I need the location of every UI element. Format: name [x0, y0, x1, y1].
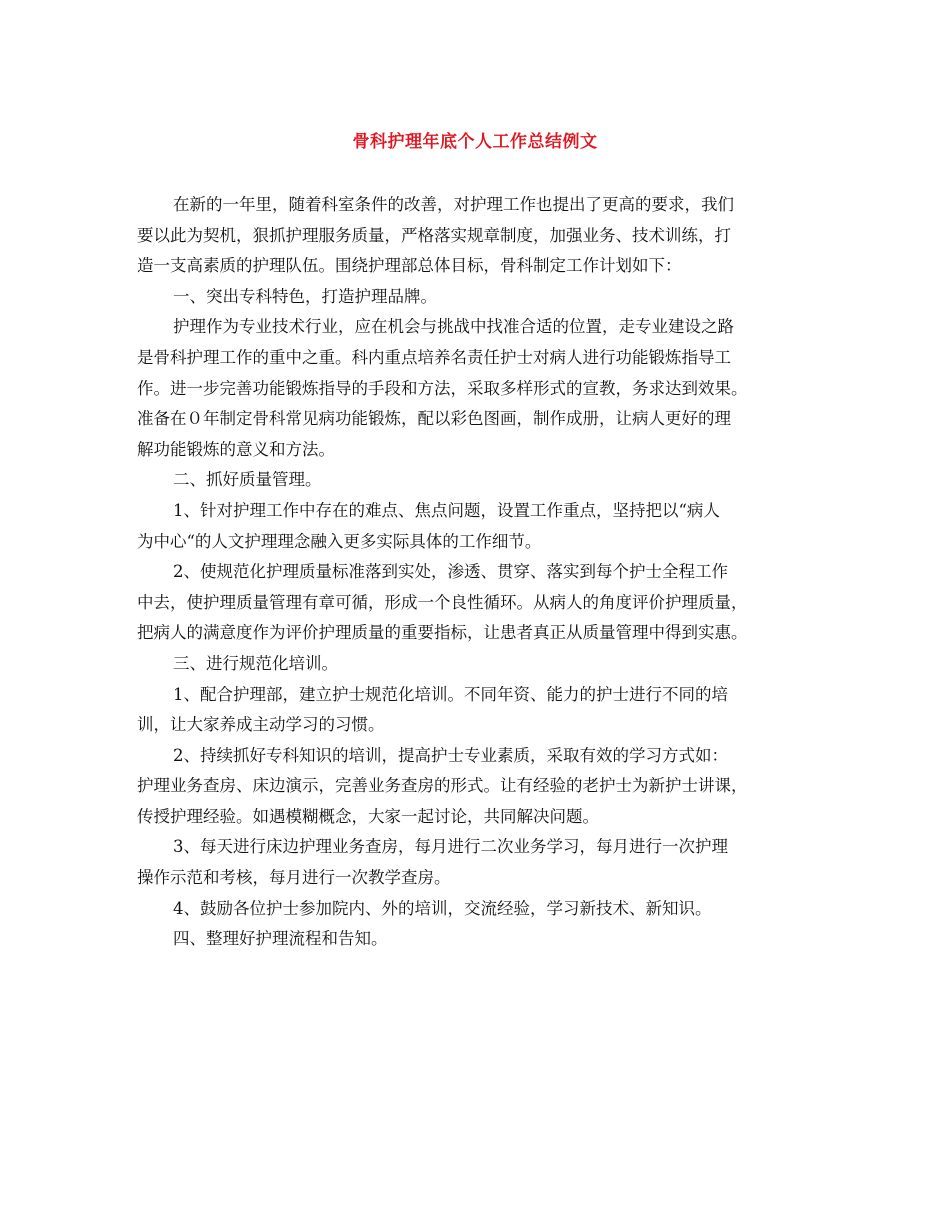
text-line: 二、抓好质量管理。 [173, 470, 322, 490]
text-line: 护理业务查房、床边演示，完善业务查房的形式。让有经验的老护士为新护士讲课， [137, 776, 748, 796]
text-line: 中去，使护理质量管理有章可循，形成一个良性循环。从病人的角度评价护理质量， [137, 592, 748, 612]
text-line: 造一支高素质的护理队伍。围绕护理部总体目标，骨科制定工作计划如下： [137, 256, 682, 276]
text-line: 为中心“的人文护理理念融入更多实际具体的工作细节。 [137, 531, 542, 551]
text-line: 2、使规范化护理质量标准落到实处，渗透、贯穿、落实到每个护士全程工作 [173, 562, 728, 582]
document-title: 骨科护理年底个人工作总结例文 [352, 132, 598, 152]
text-line: 训，让大家养成主动学习的习惯。 [137, 715, 385, 735]
text-line: 1、配合护理部，建立护士规范化培训。不同年资、能力的护士进行不同的培 [173, 684, 728, 704]
text-line: 2、持续抓好专科知识的培训，提高护士专业素质，采取有效的学习方式如： [173, 745, 728, 765]
text-line: 作。进一步完善功能锻炼指导的手段和方法，采取多样形式的宣教，务求达到效果。 [137, 378, 748, 398]
text-line: 4、鼓励各位护士参加院内、外的培训，交流经验，学习新技术、新知识。 [173, 898, 712, 918]
text-line: 解功能锻炼的意义和方法。 [137, 439, 335, 459]
text-line: 传授护理经验。如遇模糊概念，大家一起讨论，共同解决问题。 [137, 806, 599, 826]
text-line: 三、进行规范化培训。 [173, 653, 338, 673]
text-line: 1、针对护理工作中存在的难点、焦点问题，设置工作重点，坚持把以“病人 [173, 500, 720, 520]
text-line: 操作示范和考核，每月进行一次教学查房。 [137, 868, 451, 888]
text-line: 3、每天进行床边护理业务查房，每月进行二次业务学习，每月进行一次护理 [173, 837, 728, 857]
text-line: 一、突出专科特色，打造护理品牌。 [173, 286, 437, 306]
text-line: 把病人的满意度作为评价护理质量的重要指标，让患者真正从质量管理中得到实惠。 [137, 623, 748, 643]
document-body [137, 190, 827, 955]
text-line: 在新的一年里，随着科室条件的改善，对护理工作也提出了更高的要求，我们 [173, 195, 734, 214]
text-line: 四、整理好护理流程和告知。 [173, 929, 388, 949]
text-line: 护理作为专业技术行业，应在机会与挑战中找准合适的位置，走专业建设之路 [173, 317, 734, 337]
text-line: 要以此为契机，狠抓护理服务质量，严格落实规章制度，加强业务、技术训练，打 [137, 225, 731, 245]
text-line: 准备在０年制定骨科常见病功能锻炼，配以彩色图画，制作成册，让病人更好的理 [137, 409, 731, 429]
text-line: 是骨科护理工作的重中之重。科内重点培养名责任护士对病人进行功能锻炼指导工 [137, 347, 731, 367]
